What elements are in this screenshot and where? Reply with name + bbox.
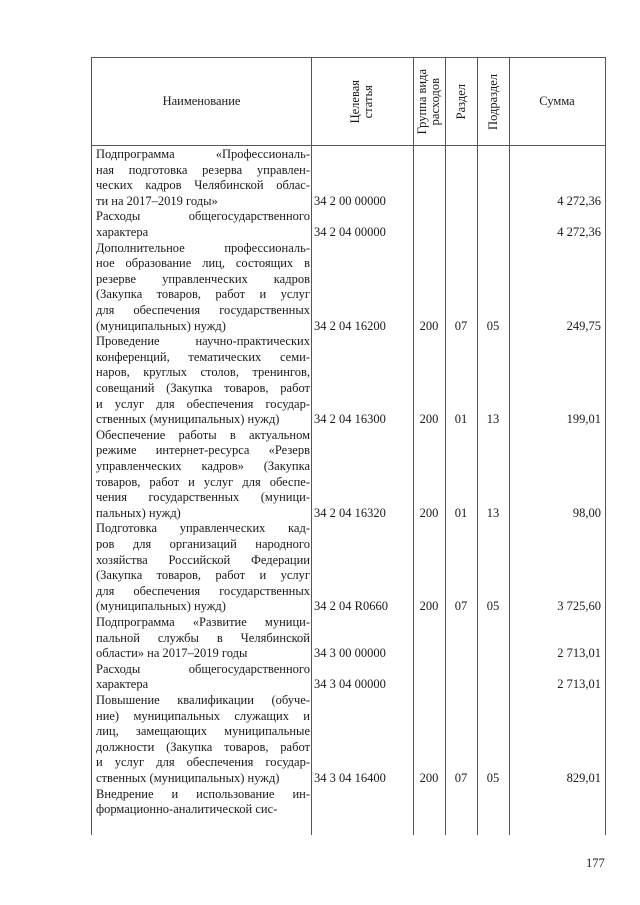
row-name-line: чения государственных (муници- bbox=[96, 490, 310, 505]
row-target-code: 34 3 00 00000 bbox=[314, 646, 386, 661]
row-name-line: совещаний (Закупка товаров, работ bbox=[96, 380, 310, 395]
row-section: 01 bbox=[454, 412, 468, 427]
header-section bbox=[445, 58, 477, 145]
row-name-line: ственных (муниципальных) нужд) bbox=[96, 770, 280, 785]
row-name-line: хозяйства Российской Федерации bbox=[96, 552, 310, 567]
row-name-line: ная подготовка резерва управлен- bbox=[96, 162, 310, 177]
header-subsection bbox=[477, 58, 509, 145]
row-name-line: и услуг для обеспечения государ- bbox=[96, 396, 310, 411]
row-name bbox=[96, 693, 310, 787]
row-name-line: товаров, работ и услуг для обеспе- bbox=[96, 474, 310, 489]
row-name-line: для обеспечения государственных bbox=[96, 302, 310, 317]
row-name-line: ние) муниципальных служащих и bbox=[96, 708, 310, 723]
row-name-line: Подпрограмма «Профессиональ- bbox=[96, 147, 310, 161]
row-sum: 4 272,36 bbox=[557, 193, 601, 208]
table-row bbox=[92, 787, 605, 818]
row-sum: 3 725,60 bbox=[557, 599, 601, 614]
table-row bbox=[92, 662, 605, 693]
row-name-line: (муниципальных) нужд) bbox=[96, 599, 226, 614]
row-name bbox=[96, 334, 310, 428]
row-name bbox=[96, 662, 310, 693]
row-sum: 2 713,01 bbox=[557, 677, 601, 692]
row-target-code: 34 2 00 00000 bbox=[314, 193, 386, 208]
row-name-line: и услуг для обеспечения государ- bbox=[96, 755, 310, 770]
row-name bbox=[96, 521, 310, 615]
row-section: 07 bbox=[454, 318, 468, 333]
table-row bbox=[92, 147, 605, 209]
row-sum: 2 713,01 bbox=[557, 646, 601, 661]
header-divider bbox=[92, 145, 605, 146]
row-target-code: 34 3 04 00000 bbox=[314, 677, 386, 692]
row-name-line: лиц, замещающих муниципальные bbox=[96, 724, 310, 739]
row-name-line: управленческих кадров» (Закупка bbox=[96, 458, 310, 473]
row-name-line: формационно-аналитической сис- bbox=[96, 802, 278, 817]
header-target-text: Целевая статья bbox=[348, 79, 375, 124]
table-row bbox=[92, 209, 605, 240]
row-group: 200 bbox=[419, 771, 439, 785]
row-subsection: 13 bbox=[486, 505, 500, 520]
table-row bbox=[92, 521, 605, 615]
row-name bbox=[96, 428, 310, 522]
header-name-text: Наименование bbox=[162, 94, 241, 108]
row-name bbox=[96, 787, 310, 818]
row-name-line: Повышение квалификации (обуче- bbox=[96, 693, 310, 707]
row-name-line: режиме интернет-ресурса «Резерв bbox=[96, 443, 310, 458]
row-name-line: ти на 2017–2019 годы» bbox=[96, 193, 218, 208]
row-target-code: 34 3 04 16400 bbox=[314, 771, 386, 785]
row-name-line: резерве управленческих кадров bbox=[96, 271, 310, 286]
row-group: 200 bbox=[419, 412, 439, 427]
row-subsection: 05 bbox=[486, 318, 500, 333]
row-name-line: Внедрение и использование ин- bbox=[96, 786, 310, 801]
row-name-line: конференций, тематических семи- bbox=[96, 349, 310, 364]
row-name-line: Расходы общегосударственного bbox=[96, 209, 310, 224]
row-name bbox=[96, 147, 310, 209]
row-name-line: Расходы общегосударственного bbox=[96, 661, 310, 676]
row-target-code: 34 2 04 00000 bbox=[314, 224, 386, 239]
row-name-line: должности (Закупка товаров, работ bbox=[96, 739, 310, 754]
row-name-line: области» на 2017–2019 годы bbox=[96, 646, 248, 661]
row-target-code: 34 2 04 16200 bbox=[314, 318, 386, 333]
row-subsection: 05 bbox=[486, 599, 500, 614]
row-name-line: ное образование лиц, состоящих в bbox=[96, 256, 310, 271]
row-name-line: Проведение научно-практических bbox=[96, 334, 310, 349]
table-row bbox=[92, 615, 605, 662]
row-name bbox=[96, 241, 310, 335]
row-name-line: характера bbox=[96, 224, 149, 239]
row-group: 200 bbox=[419, 318, 439, 333]
row-name bbox=[96, 615, 310, 662]
row-name-line: характера bbox=[96, 677, 149, 692]
table-row bbox=[92, 241, 605, 335]
row-group: 200 bbox=[419, 599, 439, 614]
header-section-text: Раздел bbox=[453, 83, 468, 120]
row-name-line: Обеспечение работы в актуальном bbox=[96, 427, 310, 442]
page-number: 177 bbox=[586, 856, 605, 870]
row-group: 200 bbox=[419, 505, 439, 520]
row-name bbox=[96, 209, 310, 240]
row-name-line: наров, круглых столов, тренингов, bbox=[96, 365, 310, 380]
row-subsection: 05 bbox=[486, 771, 500, 785]
row-sum: 4 272,36 bbox=[557, 224, 601, 239]
row-target-code: 34 2 04 16300 bbox=[314, 412, 386, 427]
header-group bbox=[413, 58, 445, 145]
table-row bbox=[92, 334, 605, 428]
row-section: 01 bbox=[454, 505, 468, 520]
row-name-line: (Закупка товаров, работ и услуг bbox=[96, 287, 310, 302]
row-target-code: 34 2 04 R0660 bbox=[314, 599, 388, 614]
budget-table bbox=[91, 57, 606, 835]
row-sum: 199,01 bbox=[566, 412, 601, 427]
row-sum: 98,00 bbox=[572, 505, 601, 520]
row-name-line: пальных) нужд) bbox=[96, 505, 181, 520]
row-target-code: 34 2 04 16320 bbox=[314, 505, 386, 520]
row-name-line: ров для организаций народного bbox=[96, 536, 310, 551]
header-subsection-text: Подраздел bbox=[485, 73, 500, 130]
header-group-text: Группа вида расходов bbox=[415, 68, 442, 135]
row-name-line: ственных (муниципальных) нужд) bbox=[96, 412, 280, 427]
row-name-line: Подготовка управленческих кад- bbox=[96, 521, 310, 536]
row-name-line: (муниципальных) нужд) bbox=[96, 318, 226, 333]
table-row bbox=[92, 693, 605, 787]
row-section: 07 bbox=[454, 771, 468, 785]
row-name-line: (Закупка товаров, работ и услуг bbox=[96, 568, 310, 583]
row-name-line: для обеспечения государственных bbox=[96, 583, 310, 598]
row-subsection: 13 bbox=[486, 412, 500, 427]
row-section: 07 bbox=[454, 599, 468, 614]
header-name bbox=[92, 58, 311, 145]
header-sum bbox=[509, 58, 605, 145]
header-target bbox=[311, 58, 413, 145]
row-name-line: ческих кадров Челябинской облас- bbox=[96, 178, 310, 193]
row-name-line: Подпрограмма «Развитие муници- bbox=[96, 615, 310, 629]
row-name-line: пальной службы в Челябинской bbox=[96, 630, 310, 645]
row-sum: 249,75 bbox=[566, 318, 601, 333]
row-name-line: Дополнительное профессиональ- bbox=[96, 240, 310, 255]
row-sum: 829,01 bbox=[566, 771, 601, 785]
header-sum-text: Сумма bbox=[539, 94, 575, 108]
table-row bbox=[92, 428, 605, 522]
